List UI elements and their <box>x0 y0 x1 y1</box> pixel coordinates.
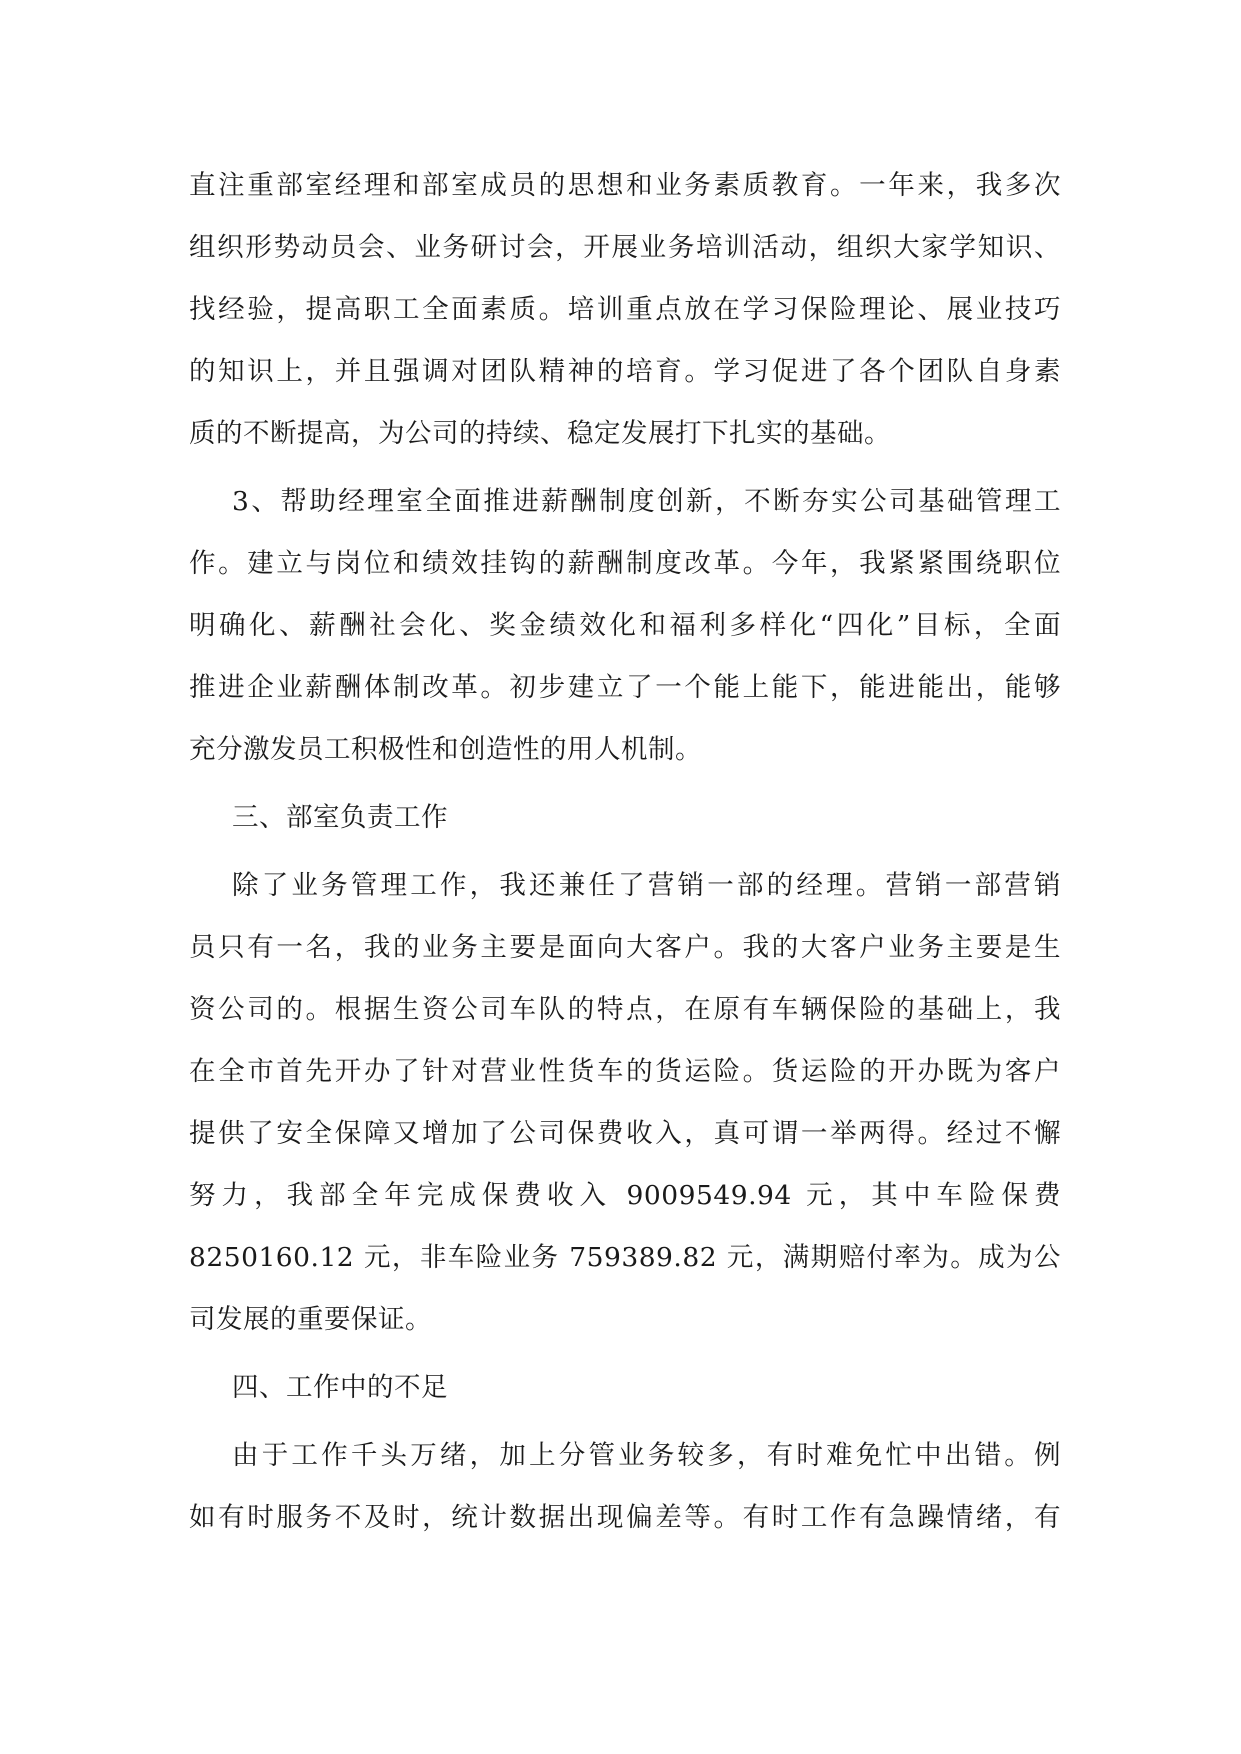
text-line: 司发展的重要保证。 <box>189 1304 432 1335</box>
paragraph-p2 <box>189 471 1061 781</box>
paragraph-p3 <box>189 855 1061 1351</box>
text-line: 充分激发员工积极性和创造性的用人机制。 <box>189 734 702 765</box>
text-line: 找经验，提高职工全面素质。培训重点放在学习保险理论、展业技巧 <box>189 294 1061 325</box>
text-line: 由于工作千头万绪，加上分管业务较多，有时难免忙中出错。例 <box>232 1440 1061 1471</box>
paragraph-p4 <box>189 1425 1061 1549</box>
text-line: 直注重部室经理和部室成员的思想和业务素质教育。一年来，我多次 <box>189 170 1061 201</box>
paragraph-p1 <box>189 155 1061 465</box>
section-heading-3 <box>189 787 1061 849</box>
text-line: 员只有一名，我的业务主要是面向大客户。我的大客户业务主要是生 <box>189 932 1061 963</box>
text-line: 明确化、薪酬社会化、奖金绩效化和福利多样化“四化”目标，全面 <box>189 610 1061 641</box>
text-line: 8250160.12 元，非车险业务 759389.82 元，满期赔付率为。成为公 <box>189 1242 1061 1273</box>
text-line: 资公司的。根据生资公司车队的特点，在原有车辆保险的基础上，我 <box>189 994 1061 1025</box>
heading-line: 三、部室负责工作 <box>232 802 448 833</box>
text-line: 组织形势动员会、业务研讨会，开展业务培训活动，组织大家学知识、 <box>189 232 1061 263</box>
text-line: 努力，我部全年完成保费收入 9009549.94 元，其中车险保费 <box>189 1180 1061 1211</box>
text-line: 在全市首先开办了针对营业性货车的货运险。货运险的开办既为客户 <box>189 1056 1061 1087</box>
text-line: 的知识上，并且强调对团队精神的培育。学习促进了各个团队自身素 <box>189 356 1061 387</box>
text-line: 作。建立与岗位和绩效挂钩的薪酬制度改革。今年，我紧紧围绕职位 <box>189 548 1061 579</box>
section-heading-4 <box>189 1357 1061 1419</box>
document-body <box>189 155 1061 1549</box>
text-line: 3、帮助经理室全面推进薪酬制度创新，不断夯实公司基础管理工 <box>232 486 1061 517</box>
text-line: 推进企业薪酬体制改革。初步建立了一个能上能下，能进能出，能够 <box>189 672 1061 703</box>
text-line: 质的不断提高，为公司的持续、稳定发展打下扎实的基础。 <box>189 418 891 449</box>
text-line: 提供了安全保障又增加了公司保费收入，真可谓一举两得。经过不懈 <box>189 1118 1061 1149</box>
heading-line: 四、工作中的不足 <box>232 1372 448 1403</box>
text-line: 如有时服务不及时，统计数据出现偏差等。有时工作有急躁情绪，有 <box>189 1502 1061 1533</box>
text-line: 除了业务管理工作，我还兼任了营销一部的经理。营销一部营销 <box>232 870 1061 901</box>
